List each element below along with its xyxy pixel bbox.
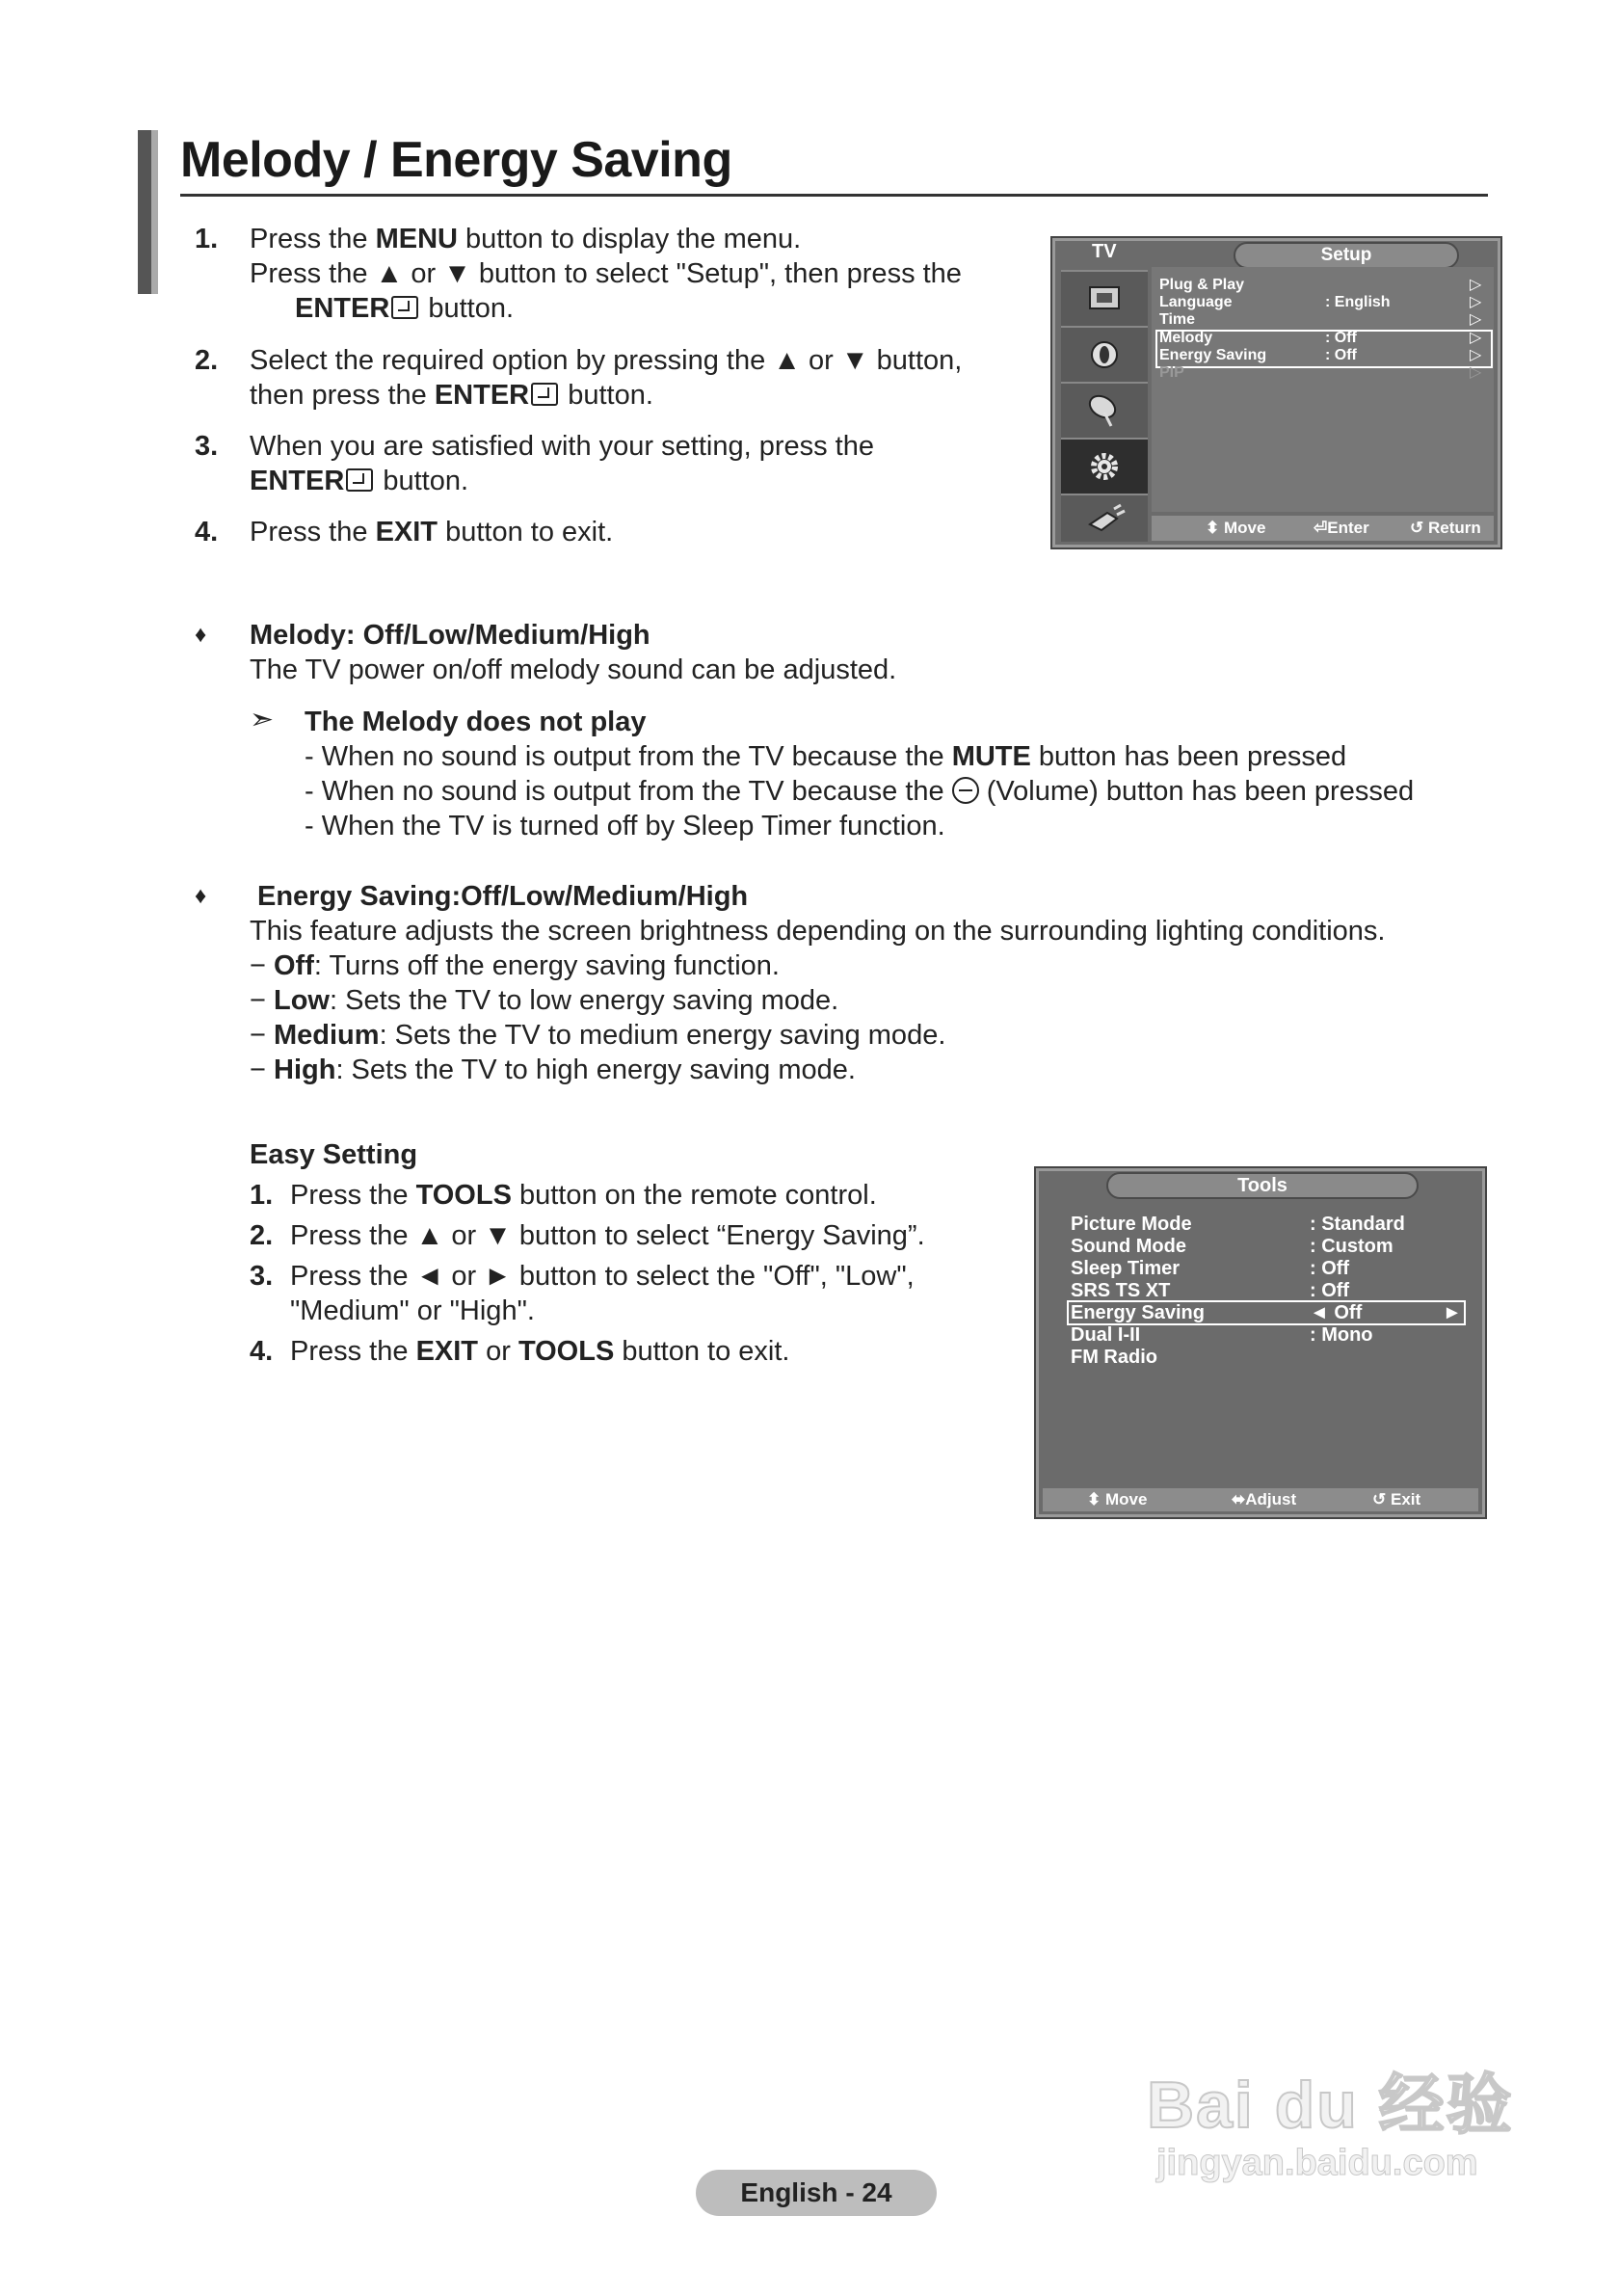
return-icon: ↺ [1372,1490,1387,1508]
step-key: EXIT [375,517,438,547]
setup-item-value: : Off [1325,347,1357,363]
input-menu-icon[interactable] [1061,494,1148,542]
enter-hint: ⏎Enter [1314,519,1369,537]
tools-item-sound-mode[interactable]: Sound Mode : Custom [1071,1236,1393,1257]
step-text: Press the [250,517,376,547]
setup-item-time[interactable] [1159,311,1487,329]
right-arrow-icon[interactable]: ► [1443,1302,1462,1323]
move-hint: ⬍ Move [1206,519,1266,537]
channel-menu-icon[interactable] [1061,382,1148,438]
tv-label: TV [1092,241,1117,262]
tools-item-sleep-timer[interactable]: Sleep Timer : Off [1071,1258,1350,1279]
note-arrow-icon: ➣ [250,704,275,735]
easy-setting-heading: Easy Setting [250,1139,418,1170]
title-rule [180,194,1488,197]
tools-osd-footer [1043,1488,1478,1511]
page-title: Melody / Energy Saving [180,132,732,188]
submenu-arrow-icon: ▷ [1470,347,1482,363]
setup-item-label: Energy Saving [1159,347,1267,363]
title-accent-bar [138,130,151,294]
move-hint: ⬍ Move [1087,1490,1148,1508]
energy-option-medium: − Medium: Sets the TV to medium energy saving mode. [250,1020,946,1051]
adjust-hint: ⬌Adjust [1232,1490,1297,1508]
step-number: 3. [195,431,219,462]
energy-option-off: − Off: Turns off the energy saving function. [250,950,780,981]
step-number: 4. [195,517,219,547]
up-down-arrow-icon: ⬍ [1087,1490,1101,1508]
enter-icon [531,383,558,406]
tools-title: Tools [1106,1172,1419,1199]
submenu-arrow-icon: ▷ [1470,311,1482,328]
melody-heading: Melody: Off/Low/Medium/High [250,620,650,651]
picture-menu-icon[interactable] [1061,270,1148,326]
submenu-arrow-icon: ▷ [1470,294,1482,310]
tools-menu-screen [1036,1168,1485,1517]
submenu-arrow-icon: ▷ [1470,277,1482,293]
return-icon: ↺ [1410,519,1424,537]
step-text: button to display the menu. [457,224,802,254]
submenu-arrow-icon: ▷ [1470,364,1482,381]
step-key: ENTER [295,293,390,324]
tools-item-energy-saving[interactable]: Energy Saving ◄ Off ► [1071,1302,1462,1323]
step-number: 3. [250,1261,274,1292]
step-text: Select the required option by pressing the ▲ or ▼ button, [250,345,963,376]
sound-menu-icon[interactable] [1061,326,1148,382]
exit-hint: ↺ Exit [1372,1490,1421,1508]
sound-icon [1061,328,1148,382]
setup-item-label: PIP [1159,364,1184,381]
gear-icon [1061,440,1148,494]
setup-menu-screen [1052,238,1500,547]
volume-minus-icon [952,777,979,804]
step-number: 1. [250,1180,274,1211]
step-text: button. [560,380,653,411]
setup-item-label: Melody [1159,330,1213,346]
step-number: 2. [250,1220,274,1251]
note-line: - When no sound is output from the TV because the (Volume) button has been pressed [305,776,1415,807]
input-plug-icon [1061,495,1148,542]
enter-key-icon: ⏎ [1314,519,1328,537]
bullet-icon: ♦ [195,883,207,909]
bullet-icon: ♦ [195,622,207,648]
note-title: The Melody does not play [305,707,647,737]
energy-saving-description: This feature adjusts the screen brightness depending on the surrounding lighting conditions. [250,916,1386,947]
tools-item-dual[interactable]: Dual I-II : Mono [1071,1324,1373,1346]
step-text: When you are satisfied with your setting, press the [250,431,874,462]
setup-item-language[interactable] [1159,294,1487,311]
step-text: button. [375,466,469,496]
enter-icon [346,468,373,492]
satellite-dish-icon [1061,384,1148,438]
tools-item-picture-mode[interactable]: Picture Mode : Standard [1071,1214,1405,1235]
step-text: button. [420,293,515,324]
step-text: Press the ▲ or ▼ button to select "Setup", then press the [250,258,962,289]
submenu-arrow-icon: ▷ [1470,330,1482,346]
enter-icon [391,296,418,319]
note-line: - When the TV is turned off by Sleep Timer function. [305,811,945,841]
left-right-arrow-icon: ⬌ [1232,1490,1246,1508]
step-number: 1. [195,224,219,254]
step-key: MENU [375,224,458,254]
step-text: then press the [250,380,435,411]
return-hint: ↺ Return [1410,519,1481,537]
step-key: ENTER [434,380,530,411]
tools-item-fm-radio[interactable]: FM Radio [1071,1347,1157,1368]
picture-icon [1061,272,1148,326]
step-number: 4. [250,1336,274,1367]
setup-item-label: Time [1159,311,1196,328]
step-number: 2. [195,345,219,376]
setup-item-label: Language [1159,294,1233,310]
easy-setting-section: Easy Setting 1. Press the TOOLS button on the remote control. 2. Press the ▲ or ▼ button to select “Energy Saving”. 3. Press the ◄ or ► button to select the "Off", "Low", "Medium" or "High". 4. Press the EXIT or TOOLS button to exit. [250,1137,1021,1172]
watermark-url: jingyan.baidu.com [1156,2143,1478,2183]
setup-item-energy-saving[interactable] [1159,347,1487,364]
energy-option-high: − High: Sets the TV to high energy saving mode. [250,1055,856,1085]
step-key: ENTER [250,466,345,496]
melody-description: The TV power on/off melody sound can be adjusted. [250,654,897,685]
step-text: Press the [250,224,376,254]
setup-menu-icon[interactable] [1061,438,1148,494]
up-down-arrow-icon: ⬍ [1206,519,1220,537]
baidu-logo: Bai du 经验 [1147,2069,1514,2142]
setup-item-value: : Off [1325,330,1357,346]
step-text: button to exit. [438,517,614,547]
setup-item-plug-and-play[interactable] [1159,277,1487,294]
baidu-watermark [1147,2053,1514,2184]
energy-option-low: − Low: Sets the TV to low energy saving mode. [250,985,839,1016]
setup-item-pip[interactable] [1159,364,1487,382]
setup-item-label: Plug & Play [1159,277,1245,293]
setup-tab-title: Setup [1234,242,1459,269]
page-number-label: English - 24 [696,2170,937,2216]
setup-item-melody[interactable] [1159,330,1487,347]
title-accent-bar-light [151,130,158,294]
energy-saving-heading: Energy Saving:Off/Low/Medium/High [257,881,749,912]
note-line: - When no sound is output from the TV because the MUTE button has been pressed [305,741,1347,772]
tools-item-srs-ts-xt[interactable]: SRS TS XT : Off [1071,1280,1350,1301]
setup-item-value: : English [1325,294,1391,310]
setup-osd-footer [1152,516,1494,541]
